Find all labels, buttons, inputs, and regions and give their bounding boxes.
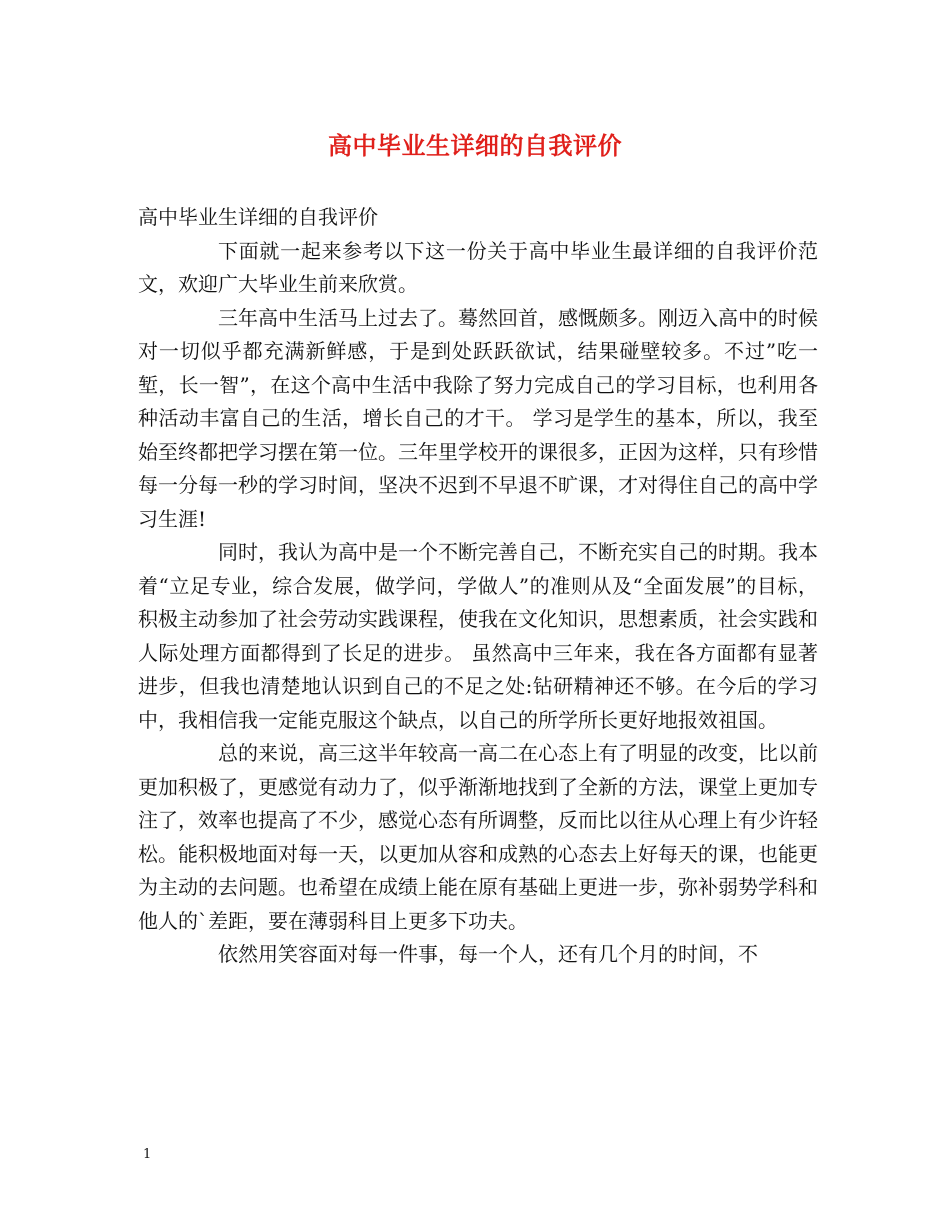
paragraph-intro: 下面就一起来参考以下这一份关于高中毕业生最详细的自我评价范文，欢迎广大毕业生前来欣赏。 [138,238,818,296]
document-title: 高中毕业生详细的自我评价 [328,131,622,160]
document-body [138,201,818,972]
paragraph-study: 三年高中生活马上过去了。蓦然回首，感慨颇多。刚迈入高中的时候对一切似乎都充满新鲜感，于是到处跃跃欲试，结果碰壁较多。不过”吃一堑，长一智”，在这个高中生活中我除了努力完成自己的学习目标，也利用各种活动丰富自己的生活，增长自己的才干。 学习是学生的基本，所以，我至始至终都把学习摆在第一位。三年里学校开的课很多，正因为这样，只有珍惜每一分每一秒的学习时间，坚决不迟到不早退不旷课，才对得住自己的高中学习生涯! [138,305,818,531]
page-number: 1 [143,1147,152,1162]
paragraph-development: 同时，我认为高中是一个不断完善自己，不断充实自己的时期。我本着“立足专业，综合发展，做学问，学做人”的准则从及“全面发展”的目标，积极主动参加了社会劳动实践课程，使我在文化知识，思想素质，社会实践和人际处理方面都得到了长足的进步。 虽然高中三年来，我在各方面都有显著进步，但我也清楚地认识到自己的不足之处:钻研精神还不够。在今后的学习中，我相信我一定能克服这个缺点，以自己的所学所长更好地报效祖国。 [138,540,818,732]
paragraph-subtitle: 高中毕业生详细的自我评价 [138,205,378,229]
paragraph-summary: 总的来说，高三这半年较高一高二在心态上有了明显的改变，比以前更加积极了，更感觉有动力了，似乎渐渐地找到了全新的方法，课堂上更加专注了，效率也提高了不少，感觉心态有所调整，反而比以往从心理上有少许轻松。能积极地面对每一天，以更加从容和成熟的心态去上好每天的课，也能更为主动的去问题。也希望在成绩上能在原有基础上更进一步，弥补弱势学科和他人的`差距，要在薄弱科目上更多下功夫。 [138,741,818,933]
paragraph-closing: 依然用笑容面对每一件事，每一个人，还有几个月的时间，不 [218,942,758,966]
